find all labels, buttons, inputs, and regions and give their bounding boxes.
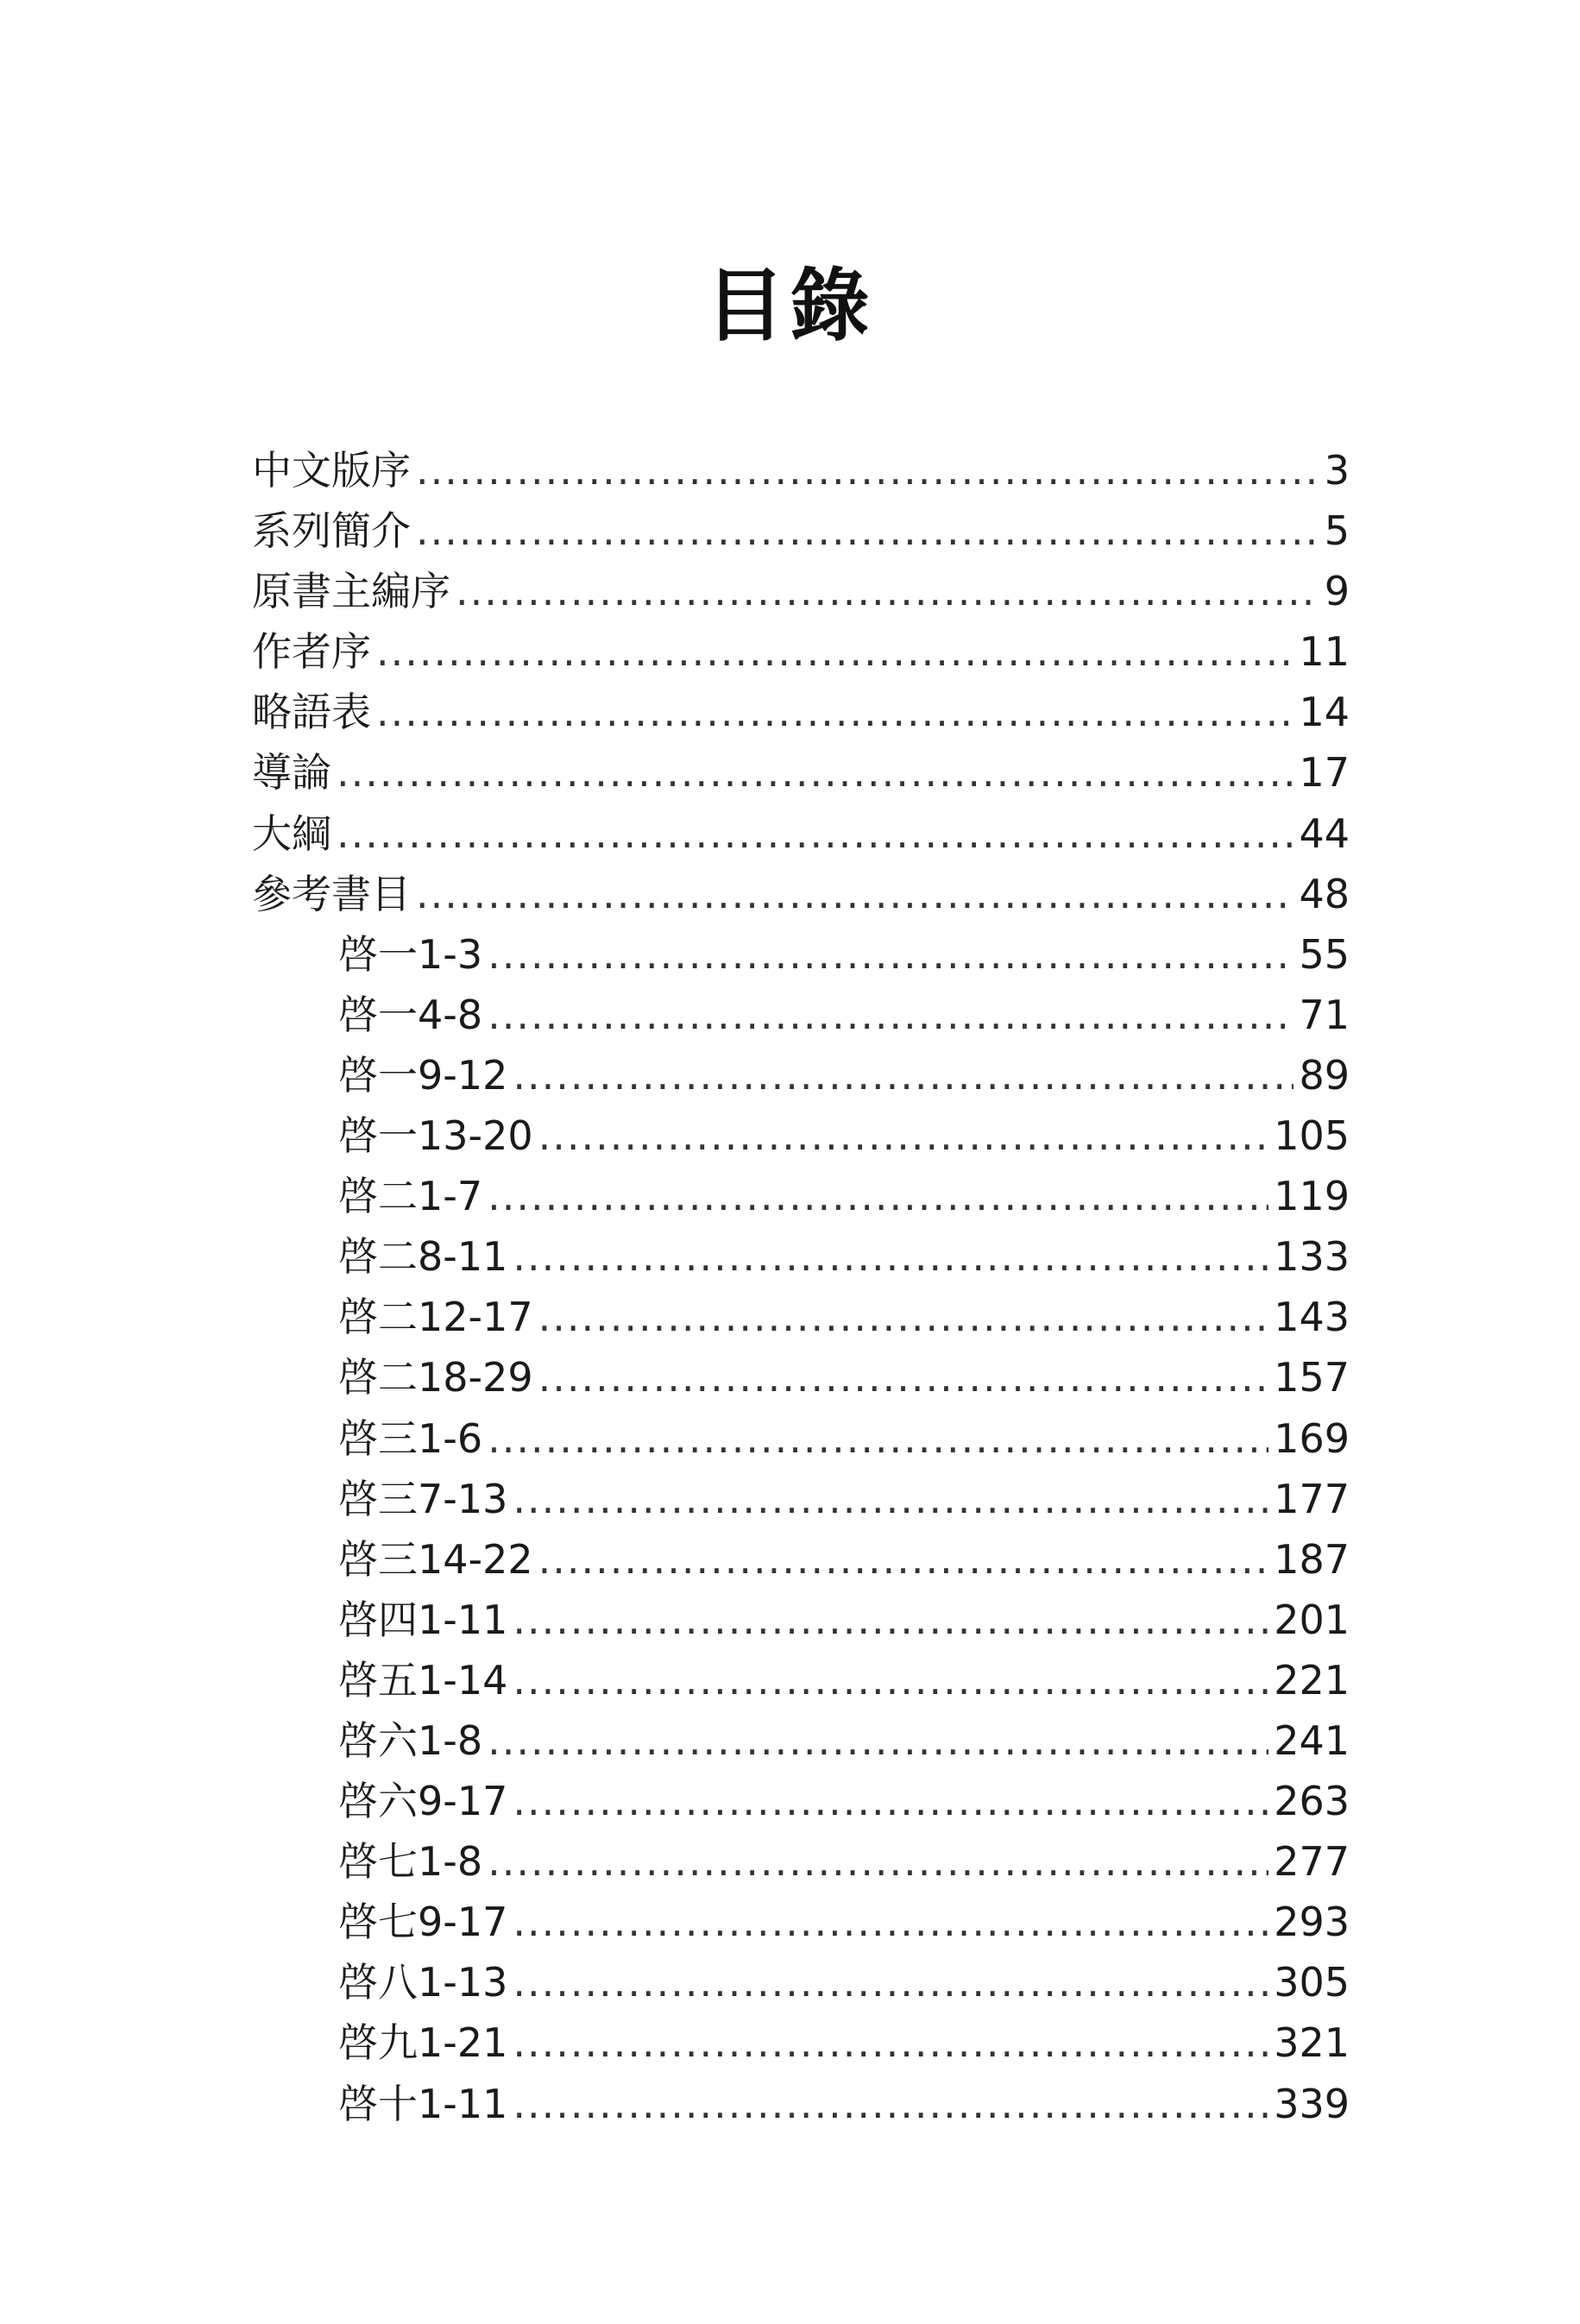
toc-entry-page-number: 11	[1299, 628, 1350, 676]
toc-dot-leader	[488, 1831, 1268, 1892]
toc-entry-label: 系列簡介	[252, 507, 411, 555]
toc-entry[interactable]	[252, 1226, 1350, 1287]
toc-entry-page-number: 44	[1299, 809, 1350, 857]
toc-entry[interactable]	[252, 1105, 1350, 1166]
toc-entry-label: 啓一13-20	[338, 1112, 533, 1160]
toc-entry-page-number: 105	[1274, 1112, 1350, 1160]
toc-entry[interactable]	[252, 1710, 1350, 1771]
toc-entry-label: 啓八1-13	[338, 1959, 508, 2006]
toc-entry-label: 啓三1-6	[338, 1414, 483, 1462]
toc-entry-page-number: 177	[1274, 1475, 1350, 1522]
table-of-contents	[252, 440, 1350, 2134]
toc-entry-label: 中文版序	[252, 447, 411, 494]
toc-entry-label: 導論	[252, 749, 331, 797]
toc-entry[interactable]	[252, 1469, 1350, 1529]
toc-entry-page-number: 321	[1274, 2019, 1350, 2067]
toc-dot-leader	[416, 501, 1319, 561]
toc-entry[interactable]	[252, 1287, 1350, 1347]
toc-dot-leader	[513, 1650, 1268, 1710]
toc-entry[interactable]	[252, 985, 1350, 1045]
toc-entry-label: 啓六1-8	[338, 1716, 483, 1764]
toc-entry-label: 啓九1-21	[338, 2019, 508, 2067]
toc-dot-leader	[513, 2012, 1268, 2073]
toc-dot-leader	[337, 803, 1294, 864]
toc-entry-page-number: 71	[1299, 991, 1350, 1038]
toc-entry[interactable]	[252, 440, 1350, 501]
toc-entry[interactable]	[252, 1590, 1350, 1650]
toc-entry-label: 啓七9-17	[338, 1899, 508, 1946]
toc-entry[interactable]	[252, 1166, 1350, 1226]
toc-entry-page-number: 14	[1299, 689, 1350, 736]
toc-entry[interactable]	[252, 1952, 1350, 2012]
toc-entry-label: 大綱	[252, 809, 331, 857]
toc-entry-label: 作者序	[252, 628, 371, 676]
toc-dot-leader	[488, 924, 1294, 985]
toc-entry-page-number: 89	[1299, 1051, 1350, 1099]
toc-entry-label: 啓三7-13	[338, 1475, 508, 1522]
toc-entry[interactable]	[252, 2074, 1350, 2134]
toc-entry-page-number: 277	[1274, 1838, 1350, 1886]
toc-dot-leader	[337, 742, 1294, 803]
toc-entry-label: 啓二1-7	[338, 1173, 483, 1220]
toc-entry[interactable]	[252, 1831, 1350, 1892]
toc-dot-leader	[538, 1105, 1269, 1166]
toc-entry[interactable]	[252, 1650, 1350, 1710]
toc-entry-label: 啓五1-14	[338, 1656, 508, 1704]
toc-dot-leader	[513, 1952, 1268, 2012]
toc-entry-label: 啓二8-11	[338, 1233, 508, 1281]
toc-entry[interactable]	[252, 501, 1350, 561]
toc-dot-leader	[376, 682, 1294, 742]
toc-dot-leader	[538, 1529, 1269, 1590]
toc-dot-leader	[513, 1892, 1268, 1952]
toc-entry[interactable]	[252, 2012, 1350, 2073]
toc-dot-leader	[513, 1771, 1268, 1831]
toc-dot-leader	[513, 2074, 1268, 2134]
toc-entry[interactable]	[252, 742, 1350, 803]
toc-entry-page-number: 241	[1274, 1716, 1350, 1764]
toc-entry-page-number: 5	[1324, 507, 1350, 555]
toc-entry-page-number: 9	[1324, 568, 1350, 615]
toc-entry-page-number: 157	[1274, 1354, 1350, 1401]
toc-entry-page-number: 3	[1324, 447, 1350, 494]
toc-entry-label: 啓十1-11	[338, 2080, 508, 2127]
toc-entry[interactable]	[252, 1045, 1350, 1105]
toc-entry-page-number: 169	[1274, 1414, 1350, 1462]
toc-entry-label: 參考書目	[252, 870, 411, 917]
toc-entry-page-number: 187	[1274, 1535, 1350, 1583]
toc-entry-page-number: 221	[1274, 1656, 1350, 1704]
toc-dot-leader	[488, 1710, 1268, 1771]
toc-dot-leader	[513, 1045, 1294, 1105]
toc-dot-leader	[488, 1408, 1268, 1469]
toc-entry[interactable]	[252, 864, 1350, 924]
toc-dot-leader	[513, 1590, 1268, 1650]
toc-entry-label: 啓六9-17	[338, 1778, 508, 1825]
toc-entry-page-number: 119	[1274, 1173, 1350, 1220]
toc-entry[interactable]	[252, 682, 1350, 742]
toc-entry-page-number: 55	[1299, 930, 1350, 978]
toc-entry-page-number: 143	[1274, 1294, 1350, 1341]
toc-entry[interactable]	[252, 803, 1350, 864]
toc-entry-label: 略語表	[252, 689, 371, 736]
toc-dot-leader	[456, 561, 1319, 621]
toc-entry-page-number: 305	[1274, 1959, 1350, 2006]
toc-entry[interactable]	[252, 1347, 1350, 1408]
toc-dot-leader	[488, 985, 1294, 1045]
toc-entry-page-number: 293	[1274, 1899, 1350, 1946]
toc-dot-leader	[416, 440, 1319, 501]
toc-entry-label: 原書主編序	[252, 568, 450, 615]
toc-entry-label: 啓三14-22	[338, 1535, 533, 1583]
toc-entry[interactable]	[252, 1408, 1350, 1469]
toc-entry-page-number: 48	[1299, 870, 1350, 917]
toc-entry[interactable]	[252, 621, 1350, 682]
toc-dot-leader	[538, 1287, 1269, 1347]
toc-entry-label: 啓七1-8	[338, 1838, 483, 1886]
toc-entry-page-number: 339	[1274, 2080, 1350, 2127]
toc-entry-label: 啓四1-11	[338, 1596, 508, 1643]
toc-dot-leader	[376, 621, 1294, 682]
toc-dot-leader	[538, 1347, 1269, 1408]
toc-entry-page-number: 17	[1299, 749, 1350, 797]
toc-entry-label: 啓二12-17	[338, 1294, 533, 1341]
toc-entry-label: 啓一4-8	[338, 991, 483, 1038]
toc-entry-label: 啓二18-29	[338, 1354, 533, 1401]
toc-entry[interactable]	[252, 1892, 1350, 1952]
toc-dot-leader	[416, 864, 1294, 924]
toc-entry-page-number: 133	[1274, 1233, 1350, 1281]
toc-entry[interactable]	[252, 1529, 1350, 1590]
toc-dot-leader	[513, 1226, 1268, 1287]
toc-entry-label: 啓一1-3	[338, 930, 483, 978]
toc-entry[interactable]	[252, 924, 1350, 985]
toc-dot-leader	[488, 1166, 1268, 1226]
toc-dot-leader	[513, 1469, 1268, 1529]
page-title: 目錄	[705, 260, 875, 352]
toc-entry[interactable]	[252, 1771, 1350, 1831]
toc-entry-page-number: 201	[1274, 1596, 1350, 1643]
toc-entry-label: 啓一9-12	[338, 1051, 508, 1099]
toc-entry-page-number: 263	[1274, 1778, 1350, 1825]
toc-entry[interactable]	[252, 561, 1350, 621]
